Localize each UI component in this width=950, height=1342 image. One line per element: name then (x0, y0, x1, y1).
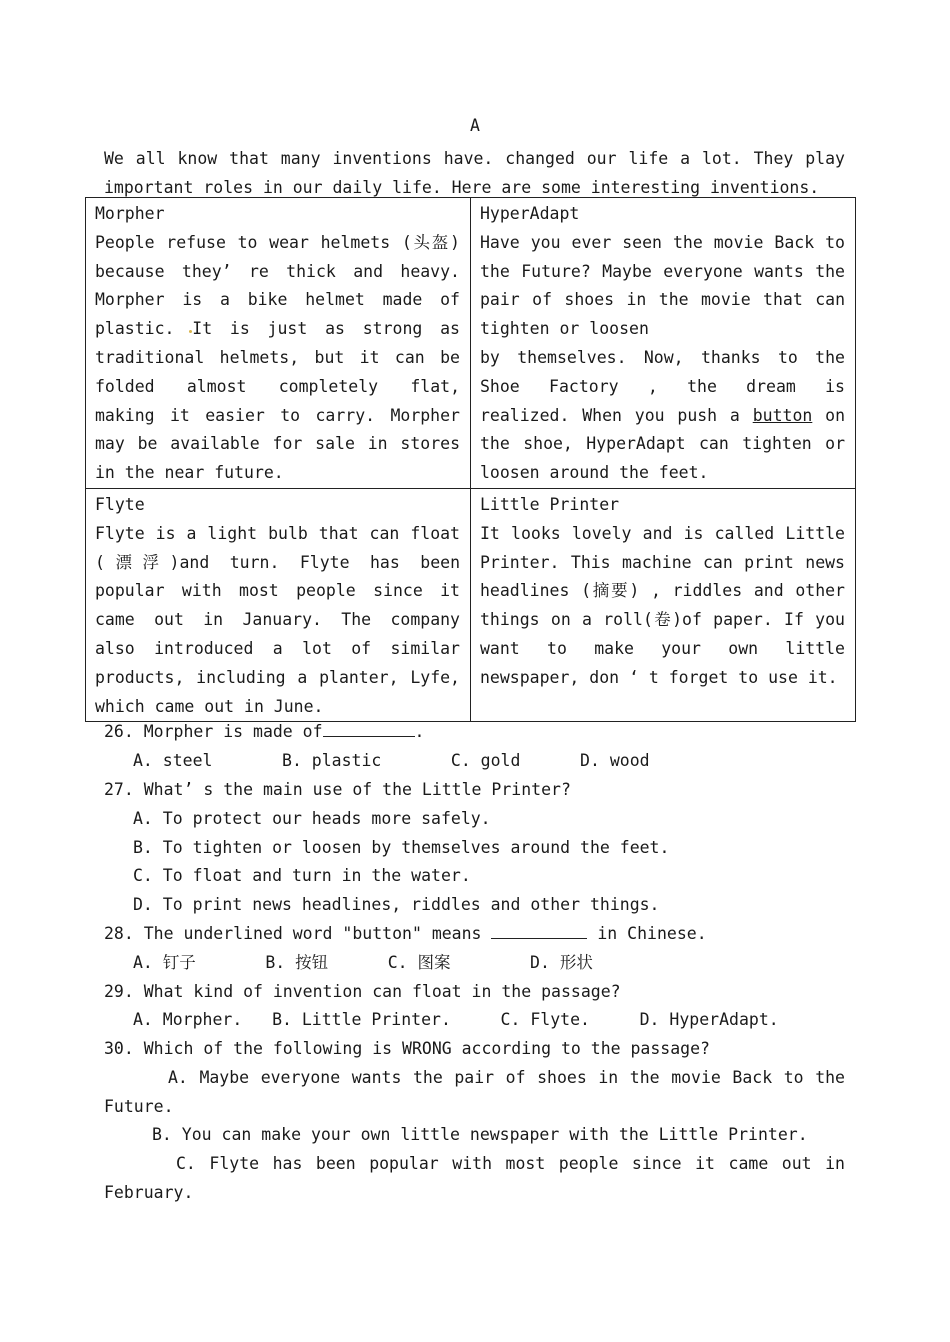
flyte-text: Flyte is a light bulb that can float (漂浮)and turn. Flyte has been popular with most people since it came out in January. The company also introduced a lot of similar products, including a planter, Lyfe, which came out in June. (95, 523, 460, 716)
q28-options: A. 钉子 B. 按钮 C. 图案 D. 形状 (133, 953, 593, 972)
morpher-cell (86, 198, 471, 489)
underlined-word: button (752, 405, 813, 425)
little-printer-cell (471, 488, 856, 721)
q26-stem-end: . (414, 722, 425, 741)
question-26 (104, 718, 845, 747)
q27-option-a: A. To protect our heads more safely. (133, 809, 491, 828)
q28-stem-end: in Chinese. (597, 924, 707, 943)
q30-option-c: C. Flyte has been popular with most people since it came out in February. (104, 1154, 845, 1202)
question-30: 30. Which of the following is WRONG according to the passage? (104, 1039, 710, 1058)
q30-option-b: B. You can make your own little newspaper with the Little Printer. (152, 1125, 808, 1144)
hyperadapt-text-2a: by themselves. Now, thanks to the Shoe Factory , the dream is realized. When you push a (480, 347, 845, 425)
inventions-table (85, 197, 856, 722)
q27-option-d: D. To print news headlines, riddles and other things. (133, 895, 660, 914)
flyte-cell (86, 488, 471, 721)
morpher-text: People refuse to wear helmets (头盔) because they’ re thick and heavy. Morpher is a bike helmet made of plastic. It is just as strong as traditional helmets, but it can be folded almost completely flat, making it easier to carry. Morpher may be available for sale in stores in the near future. (95, 232, 460, 483)
q29-options: A. Morpher. B. Little Printer. C. Flyte. D. HyperAdapt. (133, 1010, 779, 1029)
answer-blank (323, 720, 415, 737)
q27-option-c: C. To float and turn in the water. (133, 866, 471, 885)
question-27: 27. What’ s the main use of the Little Printer? (104, 780, 571, 799)
hyperadapt-text-2 (480, 344, 845, 488)
question-28 (104, 920, 845, 949)
intro-paragraph: We all know that many inventions have. changed our life a lot. They play important roles in our daily life. Here are some interesting inventions. (104, 149, 845, 197)
hyperadapt-text-2b: on the shoe, HyperAdapt can tighten or loosen around the feet. (480, 405, 846, 483)
morpher-title: Morpher (95, 204, 165, 223)
hyperadapt-title: HyperAdapt (480, 204, 580, 223)
q27-option-b: B. To tighten or loosen by themselves around the feet. (133, 838, 670, 857)
answer-blank (491, 922, 587, 939)
question-29: 29. What kind of invention can float in the passage? (104, 982, 621, 1001)
section-label: A (470, 116, 480, 135)
q30-option-a: A. Maybe everyone wants the pair of shoes in the movie Back to the Future. (104, 1068, 845, 1116)
little-printer-title: Little Printer (480, 494, 620, 514)
q26-stem: 26. Morpher is made of (104, 722, 323, 741)
flyte-title: Flyte (95, 494, 145, 514)
q28-stem: 28. The underlined word "button" means (104, 924, 482, 943)
q26-options: A. steel B. plastic C. gold D. wood (133, 751, 650, 770)
hyperadapt-text-1: Have you ever seen the movie Back to the Future? Maybe everyone wants the pair of shoes in the movie that can tighten or loosen (480, 232, 845, 339)
little-printer-text: It looks lovely and is called Little Printer. This machine can print news headlines (摘要) , riddles and other things on a roll(卷)of paper. If you want to make your own little newspaper, don ‘ t forget to use it. (480, 523, 845, 687)
hyperadapt-cell (471, 198, 856, 489)
